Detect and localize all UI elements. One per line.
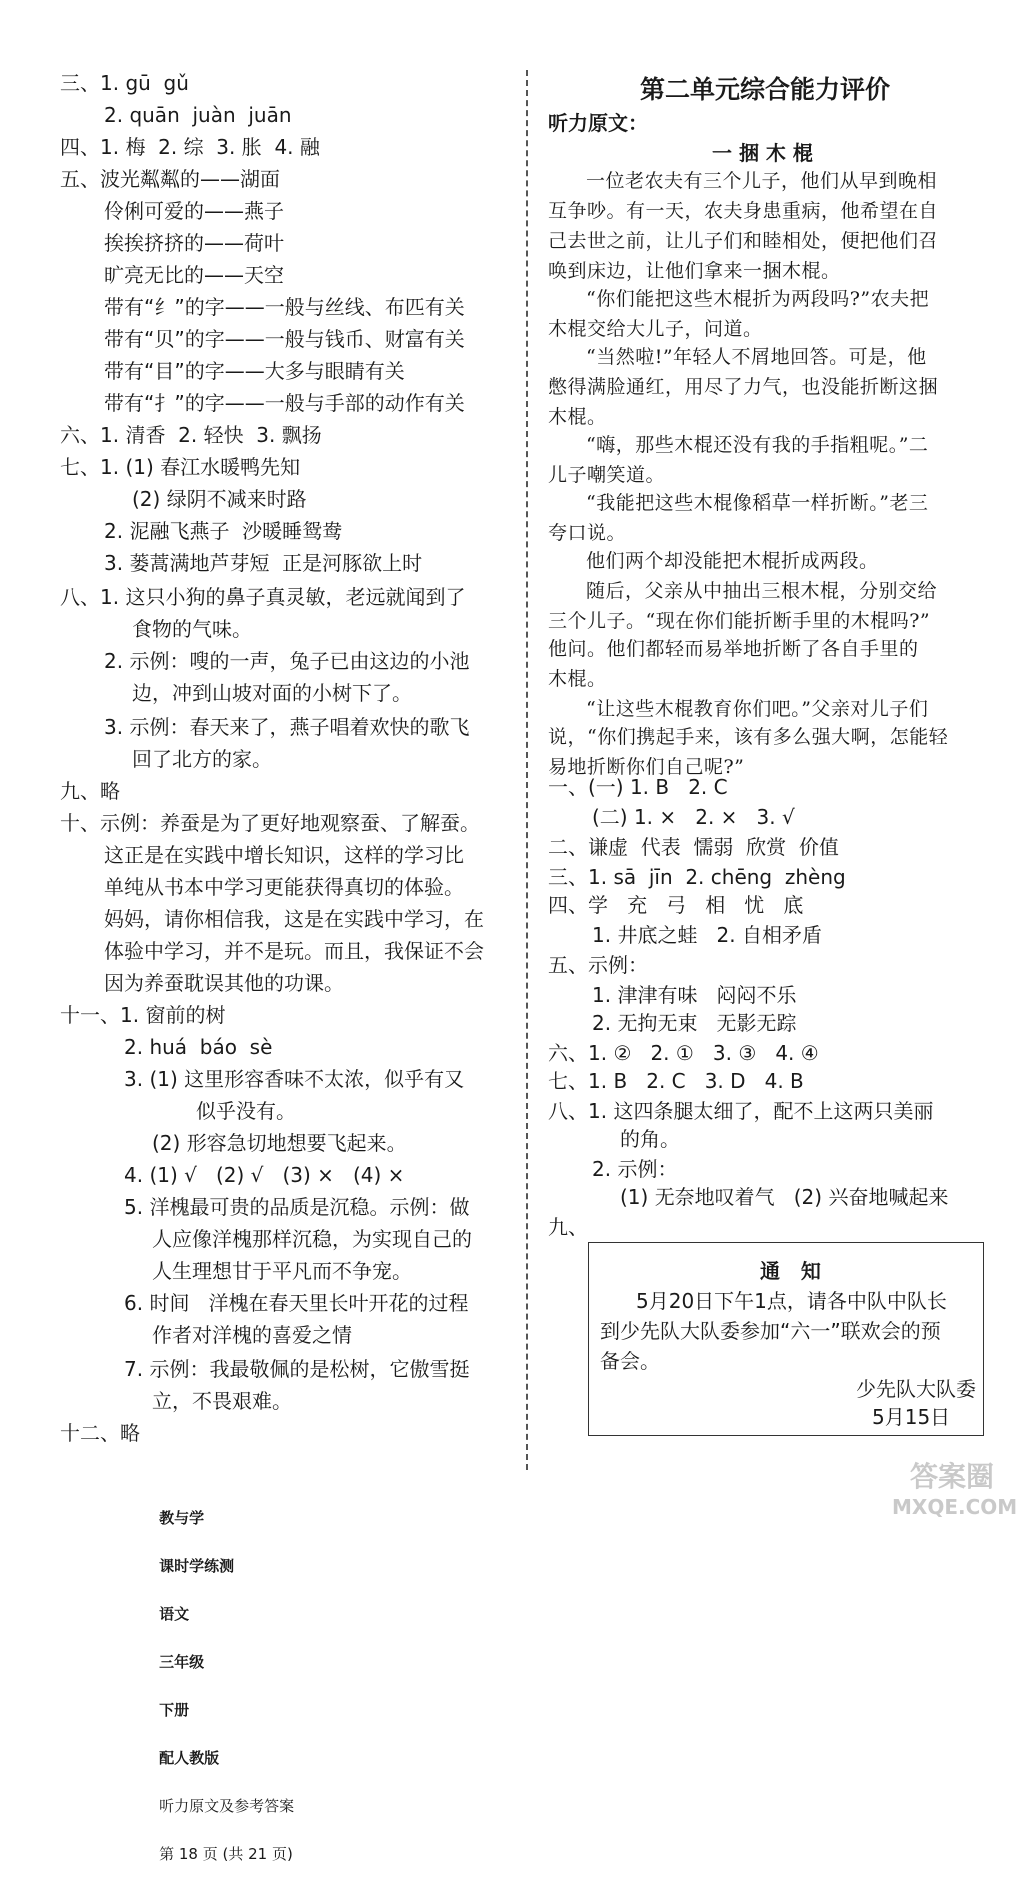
column-divider [526,70,528,1470]
answer-line: 边，冲到山坡对面的小树下了。 [132,681,412,705]
story-line: 憋得满脸通红，用尽了力气，也没能折断这捆 [548,376,939,398]
answer-line: 人生理想甘于平凡而不争宠。 [152,1259,412,1283]
footer-subject: 语文 [159,1605,190,1623]
answer-line: 五、波光粼粼的——湖面 [60,167,280,191]
answer-line: 体验中学习，并不是玩。而且，我保证不会 [104,939,484,963]
answer-line: 带有“扌”的字——一般与手部的动作有关 [104,391,465,415]
answer-line: 1. 津津有味 闷闷不乐 [592,983,797,1007]
story-line: 随后，父亲从中抽出三根木棍，分别交给 [586,580,938,602]
listening-label: 听力原文： [548,111,648,135]
notice-line: 5月20日下午1点，请各中队中队长 [636,1289,947,1313]
story-line: 儿子嘲笑道。 [548,464,666,486]
story-line: “让这些木棍教育你们吧。”父亲对儿子们 [586,698,929,720]
answer-line: 3. 蒌蒿满地芦芽短 正是河豚欲上时 [104,551,423,575]
answer-line: 回了北方的家。 [132,747,272,771]
watermark-logo [892,1460,1018,1530]
story-line: 他问。他们都轻而易举地折断了各自手里的 [548,638,919,660]
story-line: 他们两个却没能把木棍折成两段。 [586,550,879,572]
page-footer [140,1482,294,1890]
answer-line: (1) 无奈地叹着气 (2) 兴奋地喊起来 [620,1185,949,1209]
notice-date: 5月15日 [872,1405,951,1429]
answer-line: 伶俐可爱的——燕子 [104,199,284,223]
answer-line: 三、1. gū gǔ [60,71,189,95]
footer-volume: 下册 [159,1701,190,1719]
answer-line: 二、谦虚 代表 懦弱 欣赏 价值 [548,835,839,859]
answer-line: 九、 [548,1215,588,1239]
answer-line: 单纯从书本中学习更能获得真切的体验。 [104,875,464,899]
answer-line: 2. 示例：嗖的一声，兔子已由这边的小池 [104,649,470,673]
footer-edition: 配人教版 [159,1749,220,1767]
answer-line: (二) 1. × 2. × 3. √ [592,805,795,829]
answer-line: 2. 泥融飞燕子 沙暖睡鸳鸯 [104,519,343,543]
answer-line: 这正是在实践中增长知识，这样的学习比 [104,843,464,867]
answer-line: 5. 洋槐最可贵的品质是沉稳。示例：做 [124,1195,470,1219]
answer-line: 带有“贝”的字——一般与钱币、财富有关 [104,327,465,351]
story-line: 己去世之前，让儿子们和睦相处，便把他们召 [548,230,939,252]
answer-line: 作者对洋槐的喜爱之情 [152,1323,352,1347]
story-line: 易地折断你们自己呢?” [548,756,745,778]
answer-line: 3. 示例：春天来了，燕子唱着欢快的歌飞 [104,715,470,739]
answer-line: 七、1. B 2. C 3. D 4. B [548,1069,804,1093]
story-line: 唤到床边，让他们拿来一捆木棍。 [548,260,841,282]
answer-line: 食物的气味。 [132,617,252,641]
answer-line: 九、略 [60,779,120,803]
footer-grade: 三年级 [159,1653,205,1671]
answer-line: 因为养蚕耽误其他的功课。 [104,971,344,995]
story-line: 夸口说。 [548,522,627,544]
answer-line: 五、示例： [548,953,648,977]
answer-line: 2. huá báo sè [124,1035,273,1059]
answer-line: 十二、略 [60,1421,140,1445]
answer-line: (2) 绿阴不减来时路 [132,487,307,511]
answer-line: 人应像洋槐那样沉稳，为实现自己的 [152,1227,472,1251]
answer-line: 带有“纟”的字——一般与丝线、布匹有关 [104,295,465,319]
story-line: “我能把这些木棍像稻草一样折断。”老三 [586,492,929,514]
notice-heading: 通 知 [760,1259,821,1283]
notice-line: 备会。 [600,1349,660,1373]
story-line: “你们能把这些木棍折为两段吗?”农夫把 [586,288,930,310]
answer-line: 1. 井底之蛙 2. 自相矛盾 [592,923,822,947]
footer-page-info: 第 18 页 (共 21 页) [159,1845,293,1863]
footer-series: 课时学练测 [159,1557,235,1575]
answer-line: 立，不畏艰难。 [152,1389,292,1413]
answer-line: 似乎没有。 [196,1099,296,1123]
answer-line: 带有“目”的字——大多与眼睛有关 [104,359,405,383]
answer-line: 十一、1. 窗前的树 [60,1003,226,1027]
story-line: 三个儿子。“现在你们能折断手里的木棍吗?” [548,610,931,632]
answer-line: 3. (1) 这里形容香味不太浓，似乎有又 [124,1067,465,1091]
answer-line: 四、学 充 弓 相 忧 底 [548,893,804,917]
footer-brand: 教与学 [159,1509,205,1527]
story-line: “当然啦!”年轻人不屑地回答。可是，他 [586,346,927,368]
story-line: 木棍。 [548,406,607,428]
answer-line: 6. 时间 洋槐在春天里长叶开花的过程 [124,1291,469,1315]
answer-line: 一、(一) 1. B 2. C [548,775,728,799]
notice-line: 到少先队大队委参加“六一”联欢会的预 [600,1319,941,1343]
story-line: 互争吵。有一天，农夫身患重病，他希望在自 [548,200,939,222]
answer-line: 八、1. 这四条腿太细了，配不上这两只美丽 [548,1099,934,1123]
answer-line: 十、示例：养蚕是为了更好地观察蚕、了解蚕。 [60,811,480,835]
answer-line: (2) 形容急切地想要飞起来。 [152,1131,407,1155]
answer-line: 的角。 [620,1127,680,1151]
watermark-line: 答案圈 [909,1460,994,1493]
footer-section: 听力原文及参考答案 [159,1797,295,1815]
story-line: 一位老农夫有三个儿子，他们从早到晚相 [586,170,938,192]
answer-line: 妈妈，请你相信我，这是在实践中学习，在 [104,907,484,931]
answer-line: 七、1. (1) 春江水暖鸭先知 [60,455,301,479]
answer-line: 四、1. 梅 2. 综 3. 胀 4. 融 [60,135,320,159]
answer-line: 7. 示例：我最敬佩的是松树，它傲雪挺 [124,1357,470,1381]
answer-line: 六、1. ② 2. ① 3. ③ 4. ④ [548,1041,819,1065]
answer-line: 4. (1) √ (2) √ (3) × (4) × [124,1163,405,1187]
answer-line: 2. 示例： [592,1157,678,1181]
answer-line: 2. 无拘无束 无影无踪 [592,1011,797,1035]
story-line: 木棍。 [548,668,607,690]
answer-line: 三、1. sā jīn 2. chēng zhèng [548,865,846,889]
answer-line: 八、1. 这只小狗的鼻子真灵敏，老远就闻到了 [60,585,466,609]
story-title: 一 捆 木 棍 [712,141,813,165]
story-line: 木棍交给大儿子，问道。 [548,318,763,340]
story-line: “嗨，那些木棍还没有我的手指粗呢。”二 [586,434,929,456]
answer-line: 2. quān juàn juān [104,103,292,127]
answer-line: 旷亮无比的——天空 [104,263,284,287]
answer-line: 挨挨挤挤的——荷叶 [104,231,284,255]
watermark-line: MXQE.COM [892,1495,1018,1519]
answer-line: 六、1. 清香 2. 轻快 3. 飘扬 [60,423,322,447]
unit-title: 第二单元综合能力评价 [640,75,891,104]
notice-signer: 少先队大队委 [856,1377,976,1401]
story-line: 说，“你们携起手来，该有多么强大啊，怎能轻 [548,726,949,748]
